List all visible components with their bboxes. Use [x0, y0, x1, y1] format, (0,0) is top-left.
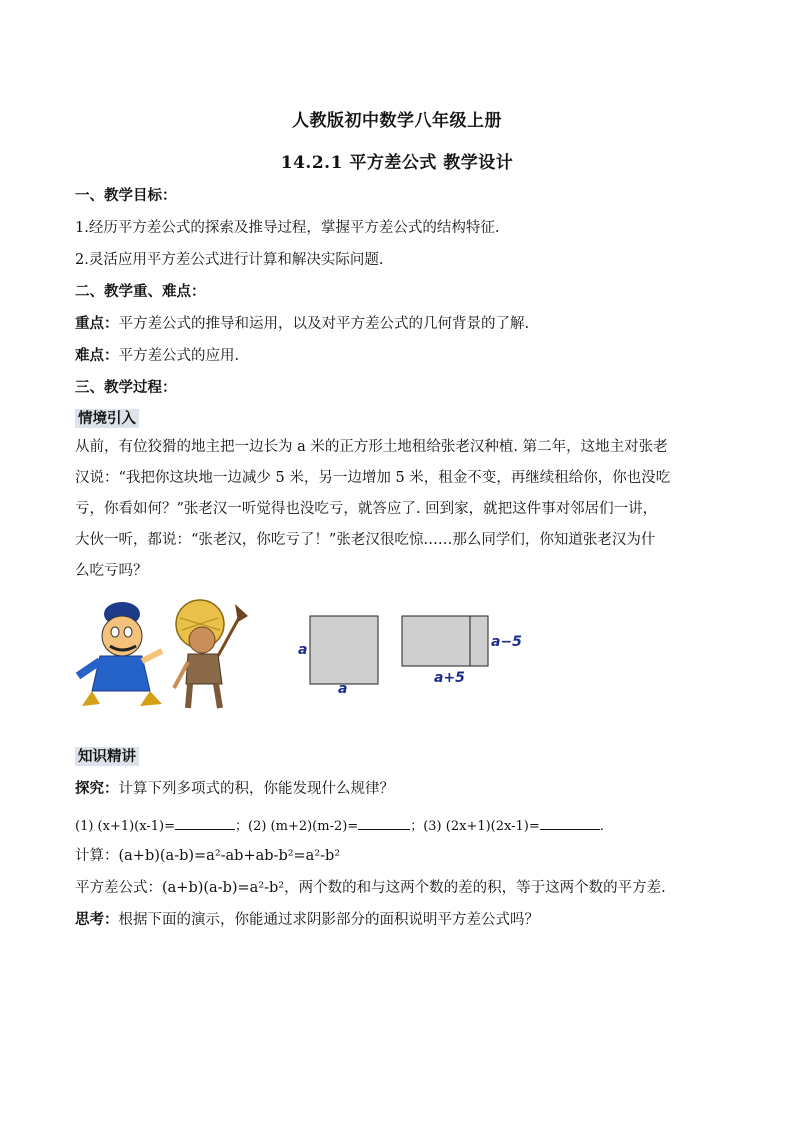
square-figure: [310, 616, 378, 684]
difficult-point-text: 平方差公式的应用.: [118, 348, 240, 364]
square-bottom-label: a: [338, 681, 348, 697]
document-title: 人教版初中数学八年级上册: [292, 111, 502, 131]
key-point-text: 平方差公式的推导和运用，以及对平方差公式的几何背景的了解.: [118, 316, 530, 332]
story-line: 么吃亏吗？: [75, 563, 148, 579]
think-label: 思考：: [75, 911, 119, 928]
lesson-title: 14.2.1 平方差公式 教学设计: [280, 153, 514, 173]
answer-blank-3[interactable]: [540, 815, 600, 830]
key-point: [75, 314, 735, 334]
story-line: 从前，有位狡猾的地主把一边长为 a 米的正方形土地租给张老汉种植. 第二年，这地主对张老: [75, 439, 668, 455]
explore-text: 计算下列多项式的积，你能发现什么规律？: [118, 781, 394, 797]
goal-item-1: 1.经历平方差公式的探索及推导过程，掌握平方差公式的结构特征.: [75, 220, 500, 236]
exercise-end: .: [599, 819, 604, 834]
rectangle-figure: [402, 616, 488, 666]
knowledge-tag-label: 知识精讲: [75, 747, 139, 766]
process-heading: 三、教学过程：: [75, 379, 177, 396]
explore-label: 探究：: [75, 780, 119, 797]
landlord-cartoon: [78, 602, 162, 706]
story-illustration: [70, 596, 550, 716]
difficult-point: [75, 346, 735, 366]
goals-heading: 一、教学目标：: [75, 187, 177, 204]
rectangle-side-label: a−5: [491, 634, 522, 650]
exercise-part-2: ；(2) (m+2)(m-2)=: [235, 819, 359, 834]
story-paragraph: [75, 432, 730, 587]
keypoints-heading: 二、教学重、难点：: [75, 283, 206, 300]
intro-section-tag: [75, 409, 735, 429]
intro-tag-label: 情境引入: [75, 409, 139, 428]
calc-label: 计算：: [75, 848, 119, 864]
rectangle-bottom-label: a+5: [434, 670, 465, 686]
formula-label: 平方差公式：: [75, 880, 162, 896]
story-line: 汉说：“我把你这块地一边减少 5 米，另一边增加 5 米，租金不变，再继续租给你，你也没吃: [75, 470, 671, 486]
square-side-label: a: [298, 642, 308, 658]
formula-line: [75, 878, 735, 898]
answer-blank-2[interactable]: [358, 815, 410, 830]
story-line: 亏，你看如何？”张老汉一听觉得也没吃亏，就答应了. 回到家，就把这件事对邻居们一讲，: [75, 501, 658, 517]
answer-blank-1[interactable]: [175, 815, 235, 830]
key-point-label: 重点：: [75, 315, 119, 332]
goal-item-2: 2.灵活应用平方差公式进行计算和解决实际问题.: [75, 252, 384, 268]
explore-line: [75, 779, 735, 799]
story-line: 大伙一听，都说：“张老汉，你吃亏了！”张老汉很吃惊……那么同学们，你知道张老汉为什: [75, 532, 656, 548]
exercise-line: [75, 815, 735, 837]
formula-text: (a+b)(a-b)=a²-b²，两个数的和与这两个数的差的积，等于这两个数的平方差.: [162, 880, 666, 896]
exercise-part-1: (1) (x+1)(x-1)=: [75, 819, 175, 834]
difficult-point-label: 难点：: [75, 347, 119, 364]
think-text: 根据下面的演示，你能通过求阴影部分的面积说明平方差公式吗？: [118, 912, 539, 928]
calc-text: (a+b)(a-b)=a²-ab+ab-b²=a²-b²: [118, 848, 341, 864]
think-line: [75, 910, 735, 930]
knowledge-section-tag: [75, 747, 735, 767]
exercise-part-3: ；(3) (2x+1)(2x-1)=: [410, 819, 540, 834]
calculation-line: [75, 846, 735, 866]
farmer-cartoon: [174, 600, 248, 708]
